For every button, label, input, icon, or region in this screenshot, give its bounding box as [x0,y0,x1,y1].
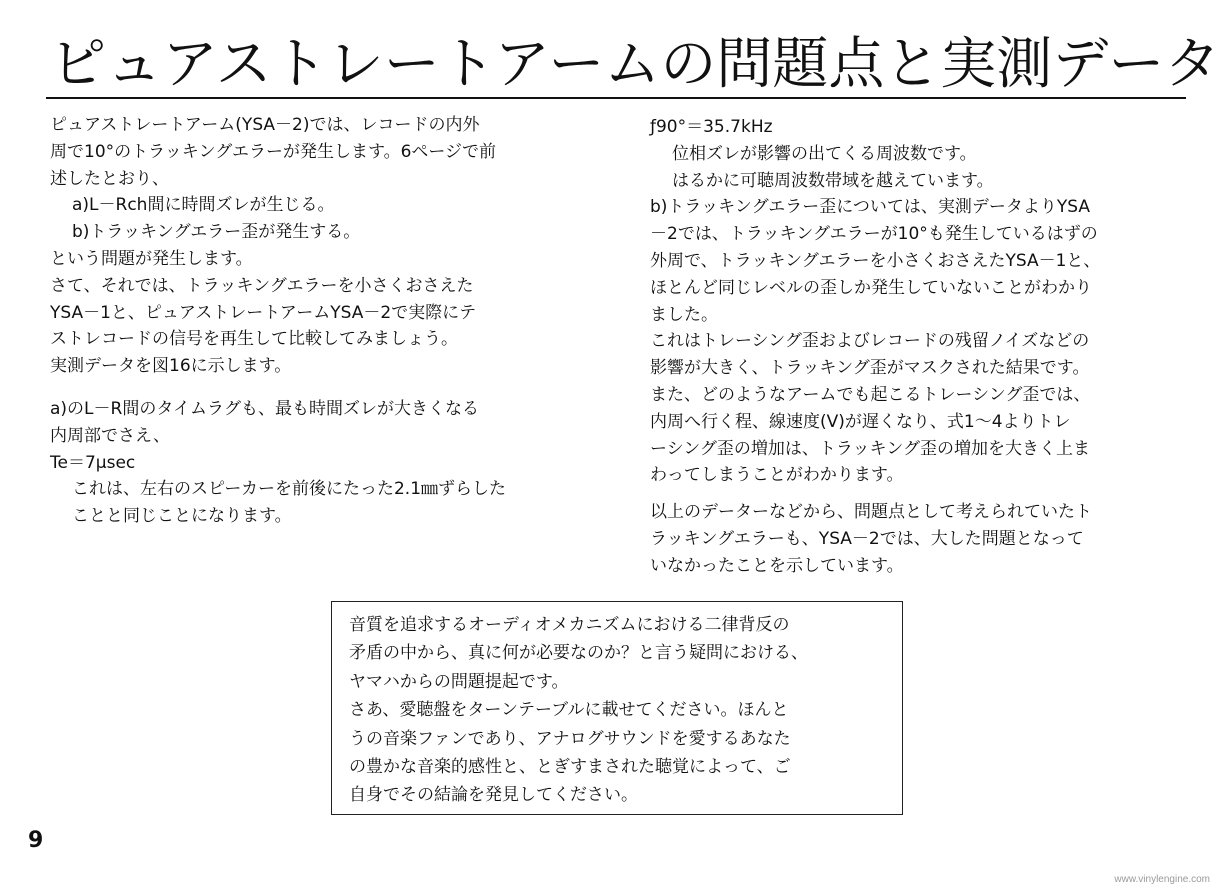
note-line: の豊かな音楽的感性と、とぎすまされた聴覚によって、ご [349,757,791,778]
body-line: ピュアストレートアーム(YSA－2)では、レコードの内外 [50,115,480,135]
left-column [50,112,610,530]
note-line: 音質を追求するオーディオメカニズムにおける二律背反の [349,615,790,635]
body-line: 実測データを図16に示します。 [50,356,292,377]
body-line: さて、それでは、トラッキングエラーを小さくおさえた [50,275,474,296]
note-line: 矛盾の中から、真に何が必要なのか？と言う疑問における、 [349,643,808,664]
body-line: 述したとおり、 [50,168,169,189]
note-line: うの音楽ファンであり、アナログサウンドを愛するあなた [349,728,791,749]
body-line: わってしまうことがわかります。 [650,465,904,486]
body-line: YSA－1と、ピュアストレートアームYSA－2で実際にテ [50,302,477,323]
body-line: はるかに可聴周波数帯域を越えています。 [672,170,994,191]
note-line: さあ、愛聴盤をターンテーブルに載せてください。ほんと [349,700,789,721]
body-line: ストレコードの信号を再生して比較してみましょう。 [50,329,458,350]
body-line: また、どのようなアームでも起こるトレーシング歪では、 [650,384,1091,405]
body-line: いなかったことを示しています。 [650,555,904,576]
body-line: b)トラッキングエラー歪については、実測データよりYSA [650,197,1091,218]
body-line: ーシング歪の増加は、トラッキング歪の増加を大きく上ま [650,438,1091,459]
body-line: ました。 [650,304,718,325]
body-line: a)のL－R間のタイムラグも、最も時間ズレが大きくなる [50,398,479,419]
body-line: ことと同じことになります。 [72,506,292,527]
formula-line: Te＝7μsec [50,452,136,473]
paragraph-gap [650,489,1190,499]
body-line: 以上のデーターなどから、問題点として考えられていたト [650,502,1092,523]
body-line: 影響が大きく、トラッキング歪がマスクされた結果です。 [650,358,1090,379]
body-line: 位相ズレが影響の出てくる周波数です。 [672,143,977,164]
body-line: －2では、トラッキングエラーが10°も発生しているはずの [650,224,1098,245]
paragraph-gap [50,380,610,396]
note-box [331,601,903,815]
body-line: 内周部でさえ、 [50,425,171,446]
list-item-b: b)トラッキングエラー歪が発生する。 [72,222,361,243]
formula-line: ƒ90°＝35.7kHz [650,117,773,137]
body-line: これはトレーシング歪およびレコードの残留ノイズなどの [650,331,1090,352]
note-line: 自身でその結論を発見してください。 [349,785,638,806]
right-column [650,114,1190,580]
page-title: ピュアストレートアームの問題点と実測データ [50,32,1221,97]
title-underline [46,97,1186,99]
body-line: 外周で、トラッキングエラーを小さくおさえたYSA－1と、 [650,250,1101,271]
body-line: という問題が発生します。 [50,248,253,269]
body-line: これは、左右のスピーカーを前後にたった2.1㎜ずらした [72,479,507,500]
list-item-a: a)L－Rch間に時間ズレが生じる。 [72,195,335,216]
body-line: 周で10°のトラッキングエラーが発生します。6ページで前 [50,141,497,162]
body-line: ほとんど同じレベルの歪しか発生していないことがわかり [650,277,1092,298]
body-line: ラッキングエラーも、YSA－2では、大した問題となって [650,528,1084,549]
watermark: www.vinylengine.com [1114,874,1210,885]
page-number: 9 [28,828,44,853]
body-line: 内周へ行く程、線速度(V)が遅くなり、式1～4よりトレ [650,411,1071,432]
note-line: ヤマハからの問題提起です。 [349,671,569,692]
